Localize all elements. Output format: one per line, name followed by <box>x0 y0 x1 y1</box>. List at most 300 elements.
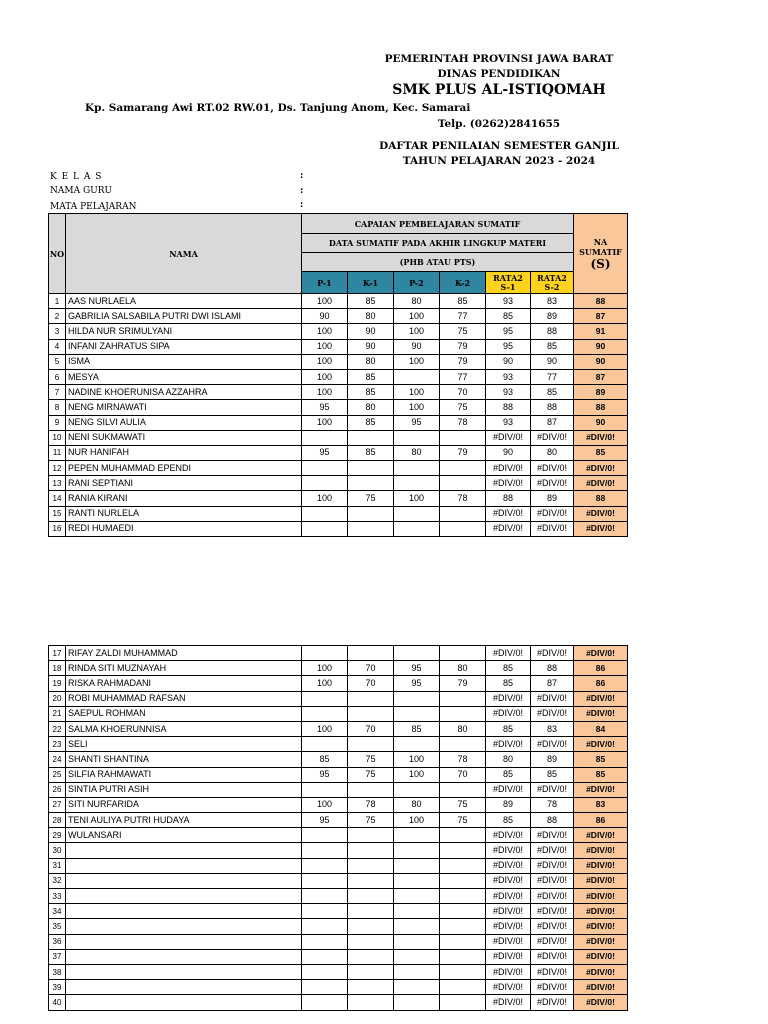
cell-k2 <box>440 949 486 964</box>
cell-k1 <box>348 461 394 476</box>
col-header-no: NO <box>49 214 66 294</box>
cell-k2: 70 <box>440 385 486 400</box>
cell-k1: 90 <box>348 339 394 354</box>
cell-rata-s1: #DIV/0! <box>486 858 531 873</box>
cell-k2 <box>440 646 486 661</box>
cell-rata-s1: #DIV/0! <box>486 995 531 1010</box>
cell-na: #DIV/0! <box>574 430 628 445</box>
cell-na: #DIV/0! <box>574 889 628 904</box>
cell-nama: ISMA <box>66 354 302 369</box>
cell-rata-s2: 87 <box>531 415 574 430</box>
cell-p1: 100 <box>302 369 348 384</box>
cell-rata-s1: #DIV/0! <box>486 461 531 476</box>
cell-rata-s1: #DIV/0! <box>486 706 531 721</box>
cell-rata-s1: #DIV/0! <box>486 949 531 964</box>
cell-k2: 79 <box>440 445 486 460</box>
cell-rata-s1: 85 <box>486 721 531 736</box>
cell-rata-s2: #DIV/0! <box>531 646 574 661</box>
cell-rata-s2: #DIV/0! <box>531 843 574 858</box>
cell-no: 30 <box>49 843 66 858</box>
cell-nama <box>66 964 302 979</box>
sheet-title: DAFTAR PENILAIAN SEMESTER GANJIL <box>379 140 619 152</box>
cell-na: 85 <box>574 767 628 782</box>
cell-rata-s2: 77 <box>531 369 574 384</box>
cell-no: 7 <box>49 385 66 400</box>
cell-k2: 80 <box>440 661 486 676</box>
cell-nama: NENG MIRNAWATI <box>66 400 302 415</box>
cell-no: 24 <box>49 752 66 767</box>
cell-p2: 80 <box>394 797 440 812</box>
cell-no: 20 <box>49 691 66 706</box>
cell-no: 23 <box>49 737 66 752</box>
cell-p1 <box>302 737 348 752</box>
cell-p1: 85 <box>302 752 348 767</box>
cell-k2: 78 <box>440 752 486 767</box>
cell-k2 <box>440 782 486 797</box>
cell-k1: 75 <box>348 767 394 782</box>
cell-no: 22 <box>49 721 66 736</box>
cell-nama: SHANTI SHANTINA <box>66 752 302 767</box>
cell-rata-s2: #DIV/0! <box>531 476 574 491</box>
cell-rata-s1: #DIV/0! <box>486 476 531 491</box>
table-row <box>49 676 628 691</box>
cell-no: 36 <box>49 934 66 949</box>
cell-no: 32 <box>49 873 66 888</box>
cell-nama <box>66 919 302 934</box>
cell-k2: 78 <box>440 415 486 430</box>
cell-rata-s2: 87 <box>531 676 574 691</box>
cell-na: 88 <box>574 294 628 309</box>
table-row <box>49 980 628 995</box>
table-row <box>49 294 628 309</box>
cell-no: 1 <box>49 294 66 309</box>
table-row <box>49 309 628 324</box>
cell-no: 16 <box>49 521 66 536</box>
cell-nama: RISKA RAHMADANI <box>66 676 302 691</box>
cell-p2 <box>394 873 440 888</box>
table-row <box>49 828 628 843</box>
cell-k2 <box>440 843 486 858</box>
cell-p1: 100 <box>302 385 348 400</box>
cell-no: 38 <box>49 964 66 979</box>
cell-k2 <box>440 828 486 843</box>
table-row <box>49 521 628 536</box>
school-address: Kp. Samarang Awi RT.02 RW.01, Ds. Tanjung Anom, Kec. Samarai <box>85 102 471 114</box>
cell-p1 <box>302 873 348 888</box>
cell-k2 <box>440 889 486 904</box>
meta-kelas-label: K E L A S <box>50 172 103 182</box>
cell-p1 <box>302 980 348 995</box>
cell-rata-s1: #DIV/0! <box>486 782 531 797</box>
table-row <box>49 995 628 1010</box>
cell-rata-s2: #DIV/0! <box>531 430 574 445</box>
cell-rata-s1: #DIV/0! <box>486 691 531 706</box>
cell-na: #DIV/0! <box>574 706 628 721</box>
cell-rata-s1: 89 <box>486 797 531 812</box>
cell-nama: NUR HANIFAH <box>66 445 302 460</box>
cell-k2: 77 <box>440 309 486 324</box>
cell-p1 <box>302 889 348 904</box>
cell-p2: 85 <box>394 721 440 736</box>
cell-no: 19 <box>49 676 66 691</box>
cell-no: 18 <box>49 661 66 676</box>
cell-nama: RANI SEPTIANI <box>66 476 302 491</box>
cell-k2: 75 <box>440 813 486 828</box>
cell-no: 2 <box>49 309 66 324</box>
cell-k1: 85 <box>348 415 394 430</box>
cell-k2: 79 <box>440 339 486 354</box>
table-row <box>49 354 628 369</box>
cell-k1 <box>348 873 394 888</box>
cell-k1 <box>348 980 394 995</box>
cell-rata-s1: #DIV/0! <box>486 934 531 949</box>
cell-k1: 70 <box>348 661 394 676</box>
table-row <box>49 461 628 476</box>
cell-p1 <box>302 476 348 491</box>
cell-rata-s1: #DIV/0! <box>486 843 531 858</box>
cell-p1 <box>302 858 348 873</box>
cell-no: 31 <box>49 858 66 873</box>
cell-p2 <box>394 858 440 873</box>
cell-p2 <box>394 934 440 949</box>
sheet-year: TAHUN PELAJARAN 2023 - 2024 <box>402 155 596 167</box>
cell-p2 <box>394 782 440 797</box>
cell-p2 <box>394 828 440 843</box>
cell-k1: 80 <box>348 309 394 324</box>
cell-p1 <box>302 964 348 979</box>
cell-rata-s1: 95 <box>486 324 531 339</box>
cell-no: 10 <box>49 430 66 445</box>
cell-p2 <box>394 980 440 995</box>
cell-nama: SINTIA PUTRI ASIH <box>66 782 302 797</box>
cell-k2 <box>440 691 486 706</box>
cell-k1 <box>348 858 394 873</box>
cell-rata-s2: 88 <box>531 324 574 339</box>
rata-s1-label-a: RATA2 <box>493 272 523 283</box>
cell-rata-s1: #DIV/0! <box>486 889 531 904</box>
cell-nama: AAS NURLAELA <box>66 294 302 309</box>
table-row <box>49 369 628 384</box>
cell-na: #DIV/0! <box>574 521 628 536</box>
meta-mapel-colon: : <box>300 200 304 210</box>
cell-rata-s2: #DIV/0! <box>531 461 574 476</box>
cell-k2 <box>440 995 486 1010</box>
cell-no: 21 <box>49 706 66 721</box>
cell-rata-s1: #DIV/0! <box>486 980 531 995</box>
cell-k2: 85 <box>440 294 486 309</box>
cell-nama: RANIA KIRANI <box>66 491 302 506</box>
table-row <box>49 873 628 888</box>
col-header-p2: P-2 <box>394 272 440 294</box>
cell-p1 <box>302 904 348 919</box>
cell-p2: 80 <box>394 294 440 309</box>
cell-p2 <box>394 964 440 979</box>
cell-no: 8 <box>49 400 66 415</box>
table-row <box>49 858 628 873</box>
cell-p1: 95 <box>302 445 348 460</box>
table-row <box>49 661 628 676</box>
col-header-group2: DATA SUMATIF PADA AKHIR LINGKUP MATERI <box>302 234 574 253</box>
cell-p1: 95 <box>302 767 348 782</box>
cell-rata-s2: 88 <box>531 661 574 676</box>
cell-na: #DIV/0! <box>574 691 628 706</box>
col-header-p1: P-1 <box>302 272 348 294</box>
cell-p1 <box>302 919 348 934</box>
cell-rata-s2: #DIV/0! <box>531 873 574 888</box>
grades-table-page1 <box>48 213 628 537</box>
cell-nama: NENI SUKMAWATI <box>66 430 302 445</box>
cell-p1 <box>302 506 348 521</box>
cell-na: 87 <box>574 309 628 324</box>
cell-p2 <box>394 430 440 445</box>
meta-guru-colon: : <box>300 186 304 196</box>
cell-p2: 100 <box>394 400 440 415</box>
cell-p2 <box>394 461 440 476</box>
cell-na: #DIV/0! <box>574 646 628 661</box>
cell-p2: 100 <box>394 491 440 506</box>
cell-rata-s1: 85 <box>486 767 531 782</box>
cell-no: 25 <box>49 767 66 782</box>
table-row <box>49 476 628 491</box>
cell-k1 <box>348 934 394 949</box>
cell-k1: 70 <box>348 676 394 691</box>
cell-p1: 90 <box>302 309 348 324</box>
cell-na: #DIV/0! <box>574 934 628 949</box>
cell-no: 3 <box>49 324 66 339</box>
cell-rata-s1: 93 <box>486 294 531 309</box>
cell-k2 <box>440 476 486 491</box>
cell-k2: 70 <box>440 767 486 782</box>
cell-no: 5 <box>49 354 66 369</box>
cell-nama: HILDA NUR SRIMULYANI <box>66 324 302 339</box>
cell-rata-s1: 93 <box>486 369 531 384</box>
cell-k2 <box>440 858 486 873</box>
table-row <box>49 904 628 919</box>
cell-p1 <box>302 843 348 858</box>
cell-k1 <box>348 521 394 536</box>
cell-k2 <box>440 873 486 888</box>
cell-p2: 80 <box>394 445 440 460</box>
cell-k2: 79 <box>440 676 486 691</box>
cell-k1 <box>348 919 394 934</box>
cell-nama <box>66 949 302 964</box>
cell-na: 91 <box>574 324 628 339</box>
cell-k2 <box>440 430 486 445</box>
table-row <box>49 430 628 445</box>
cell-k2: 80 <box>440 721 486 736</box>
cell-rata-s1: #DIV/0! <box>486 873 531 888</box>
cell-rata-s2: #DIV/0! <box>531 828 574 843</box>
cell-nama: MESYA <box>66 369 302 384</box>
cell-p2 <box>394 369 440 384</box>
cell-rata-s2: #DIV/0! <box>531 980 574 995</box>
cell-na: #DIV/0! <box>574 919 628 934</box>
cell-rata-s1: #DIV/0! <box>486 430 531 445</box>
cell-rata-s1: #DIV/0! <box>486 737 531 752</box>
cell-nama: SELI <box>66 737 302 752</box>
cell-k2: 78 <box>440 491 486 506</box>
cell-no: 34 <box>49 904 66 919</box>
cell-k1: 85 <box>348 385 394 400</box>
cell-rata-s2: #DIV/0! <box>531 889 574 904</box>
cell-na: 86 <box>574 661 628 676</box>
cell-k2 <box>440 706 486 721</box>
cell-rata-s2: #DIV/0! <box>531 949 574 964</box>
cell-p2 <box>394 949 440 964</box>
table-row <box>49 782 628 797</box>
cell-nama: INFANI ZAHRATUS SIPA <box>66 339 302 354</box>
cell-k2 <box>440 521 486 536</box>
cell-rata-s2: 80 <box>531 445 574 460</box>
table-row <box>49 706 628 721</box>
table-row <box>49 721 628 736</box>
col-header-nama: NAMA <box>66 214 302 294</box>
cell-k1 <box>348 646 394 661</box>
cell-na: #DIV/0! <box>574 476 628 491</box>
cell-p2 <box>394 889 440 904</box>
school-name: SMK PLUS AL-ISTIQOMAH <box>392 82 606 98</box>
cell-nama: REDI HUMAEDI <box>66 521 302 536</box>
table-row <box>49 339 628 354</box>
cell-k1: 75 <box>348 752 394 767</box>
cell-na: #DIV/0! <box>574 843 628 858</box>
cell-rata-s1: 95 <box>486 339 531 354</box>
cell-p1 <box>302 691 348 706</box>
cell-k1: 85 <box>348 369 394 384</box>
cell-p2 <box>394 995 440 1010</box>
cell-p2 <box>394 506 440 521</box>
cell-rata-s2: 89 <box>531 491 574 506</box>
rata-s1-label-b: S-1 <box>500 281 516 292</box>
cell-rata-s1: 85 <box>486 676 531 691</box>
cell-rata-s2: #DIV/0! <box>531 521 574 536</box>
cell-k1 <box>348 737 394 752</box>
cell-p2: 90 <box>394 339 440 354</box>
cell-k2 <box>440 737 486 752</box>
cell-p1: 100 <box>302 415 348 430</box>
cell-rata-s1: 88 <box>486 491 531 506</box>
cell-na: 84 <box>574 721 628 736</box>
cell-na: 86 <box>574 813 628 828</box>
cell-nama <box>66 889 302 904</box>
cell-na: 86 <box>574 676 628 691</box>
cell-nama: TENI AULIYA PUTRI HUDAYA <box>66 813 302 828</box>
cell-no: 4 <box>49 339 66 354</box>
cell-p2 <box>394 737 440 752</box>
na-label-1: NA <box>593 236 608 247</box>
cell-p2 <box>394 691 440 706</box>
cell-nama: NADINE KHOERUNISA AZZAHRA <box>66 385 302 400</box>
table-row <box>49 752 628 767</box>
table-row <box>49 889 628 904</box>
table-row <box>49 797 628 812</box>
col-header-group1: CAPAIAN PEMBELAJARAN SUMATIF <box>302 214 574 234</box>
cell-rata-s2: #DIV/0! <box>531 995 574 1010</box>
cell-p1: 100 <box>302 661 348 676</box>
cell-na: #DIV/0! <box>574 461 628 476</box>
col-header-k1: K-1 <box>348 272 394 294</box>
cell-k1: 80 <box>348 354 394 369</box>
cell-na: #DIV/0! <box>574 506 628 521</box>
cell-k1: 70 <box>348 721 394 736</box>
cell-k1 <box>348 949 394 964</box>
cell-k1: 90 <box>348 324 394 339</box>
cell-nama: SITI NURFARIDA <box>66 797 302 812</box>
cell-rata-s2: 85 <box>531 767 574 782</box>
cell-p1 <box>302 706 348 721</box>
cell-k1 <box>348 995 394 1010</box>
cell-k1 <box>348 843 394 858</box>
cell-p1: 100 <box>302 491 348 506</box>
cell-nama: NENG SILVI AULIA <box>66 415 302 430</box>
cell-rata-s2: 90 <box>531 354 574 369</box>
cell-nama: WULANSARI <box>66 828 302 843</box>
cell-na: 85 <box>574 752 628 767</box>
cell-nama: SAEPUL ROHMAN <box>66 706 302 721</box>
cell-p2 <box>394 843 440 858</box>
cell-k2 <box>440 919 486 934</box>
cell-rata-s1: 85 <box>486 813 531 828</box>
cell-no: 13 <box>49 476 66 491</box>
cell-k2: 75 <box>440 797 486 812</box>
cell-p2: 100 <box>394 324 440 339</box>
cell-p1: 100 <box>302 721 348 736</box>
cell-p2 <box>394 919 440 934</box>
cell-k2 <box>440 934 486 949</box>
cell-rata-s2: #DIV/0! <box>531 691 574 706</box>
cell-p1: 100 <box>302 676 348 691</box>
cell-rata-s1: 90 <box>486 354 531 369</box>
cell-rata-s1: #DIV/0! <box>486 904 531 919</box>
cell-p1 <box>302 646 348 661</box>
cell-p1 <box>302 949 348 964</box>
cell-k2: 75 <box>440 400 486 415</box>
cell-na: 90 <box>574 415 628 430</box>
cell-rata-s2: 83 <box>531 294 574 309</box>
na-label-3: (S) <box>590 256 611 271</box>
cell-na: #DIV/0! <box>574 980 628 995</box>
cell-rata-s1: #DIV/0! <box>486 521 531 536</box>
cell-no: 27 <box>49 797 66 812</box>
gov-line: PEMERINTAH PROVINSI JAWA BARAT <box>384 53 614 65</box>
cell-k2: 75 <box>440 324 486 339</box>
cell-p1: 100 <box>302 339 348 354</box>
cell-nama: RANTI NURLELA <box>66 506 302 521</box>
cell-no: 6 <box>49 369 66 384</box>
cell-nama: SALMA KHOERUNNISA <box>66 721 302 736</box>
table-row <box>49 324 628 339</box>
cell-rata-s2: #DIV/0! <box>531 919 574 934</box>
cell-rata-s1: 88 <box>486 400 531 415</box>
cell-p2: 100 <box>394 309 440 324</box>
meta-guru-label: NAMA GURU <box>50 186 113 196</box>
grades-table-page2 <box>48 645 628 1011</box>
table-row <box>49 843 628 858</box>
cell-na: #DIV/0! <box>574 737 628 752</box>
cell-nama: PEPEN MUHAMMAD EPENDI <box>66 461 302 476</box>
cell-k2 <box>440 461 486 476</box>
cell-p1: 100 <box>302 294 348 309</box>
cell-p2 <box>394 476 440 491</box>
cell-nama: RIFAY ZALDI MUHAMMAD <box>66 646 302 661</box>
cell-rata-s2: #DIV/0! <box>531 506 574 521</box>
cell-k1 <box>348 964 394 979</box>
na-label-2: SUMATIF <box>579 246 622 257</box>
cell-rata-s2: #DIV/0! <box>531 934 574 949</box>
cell-rata-s1: #DIV/0! <box>486 919 531 934</box>
cell-p1 <box>302 430 348 445</box>
cell-na: 89 <box>574 385 628 400</box>
